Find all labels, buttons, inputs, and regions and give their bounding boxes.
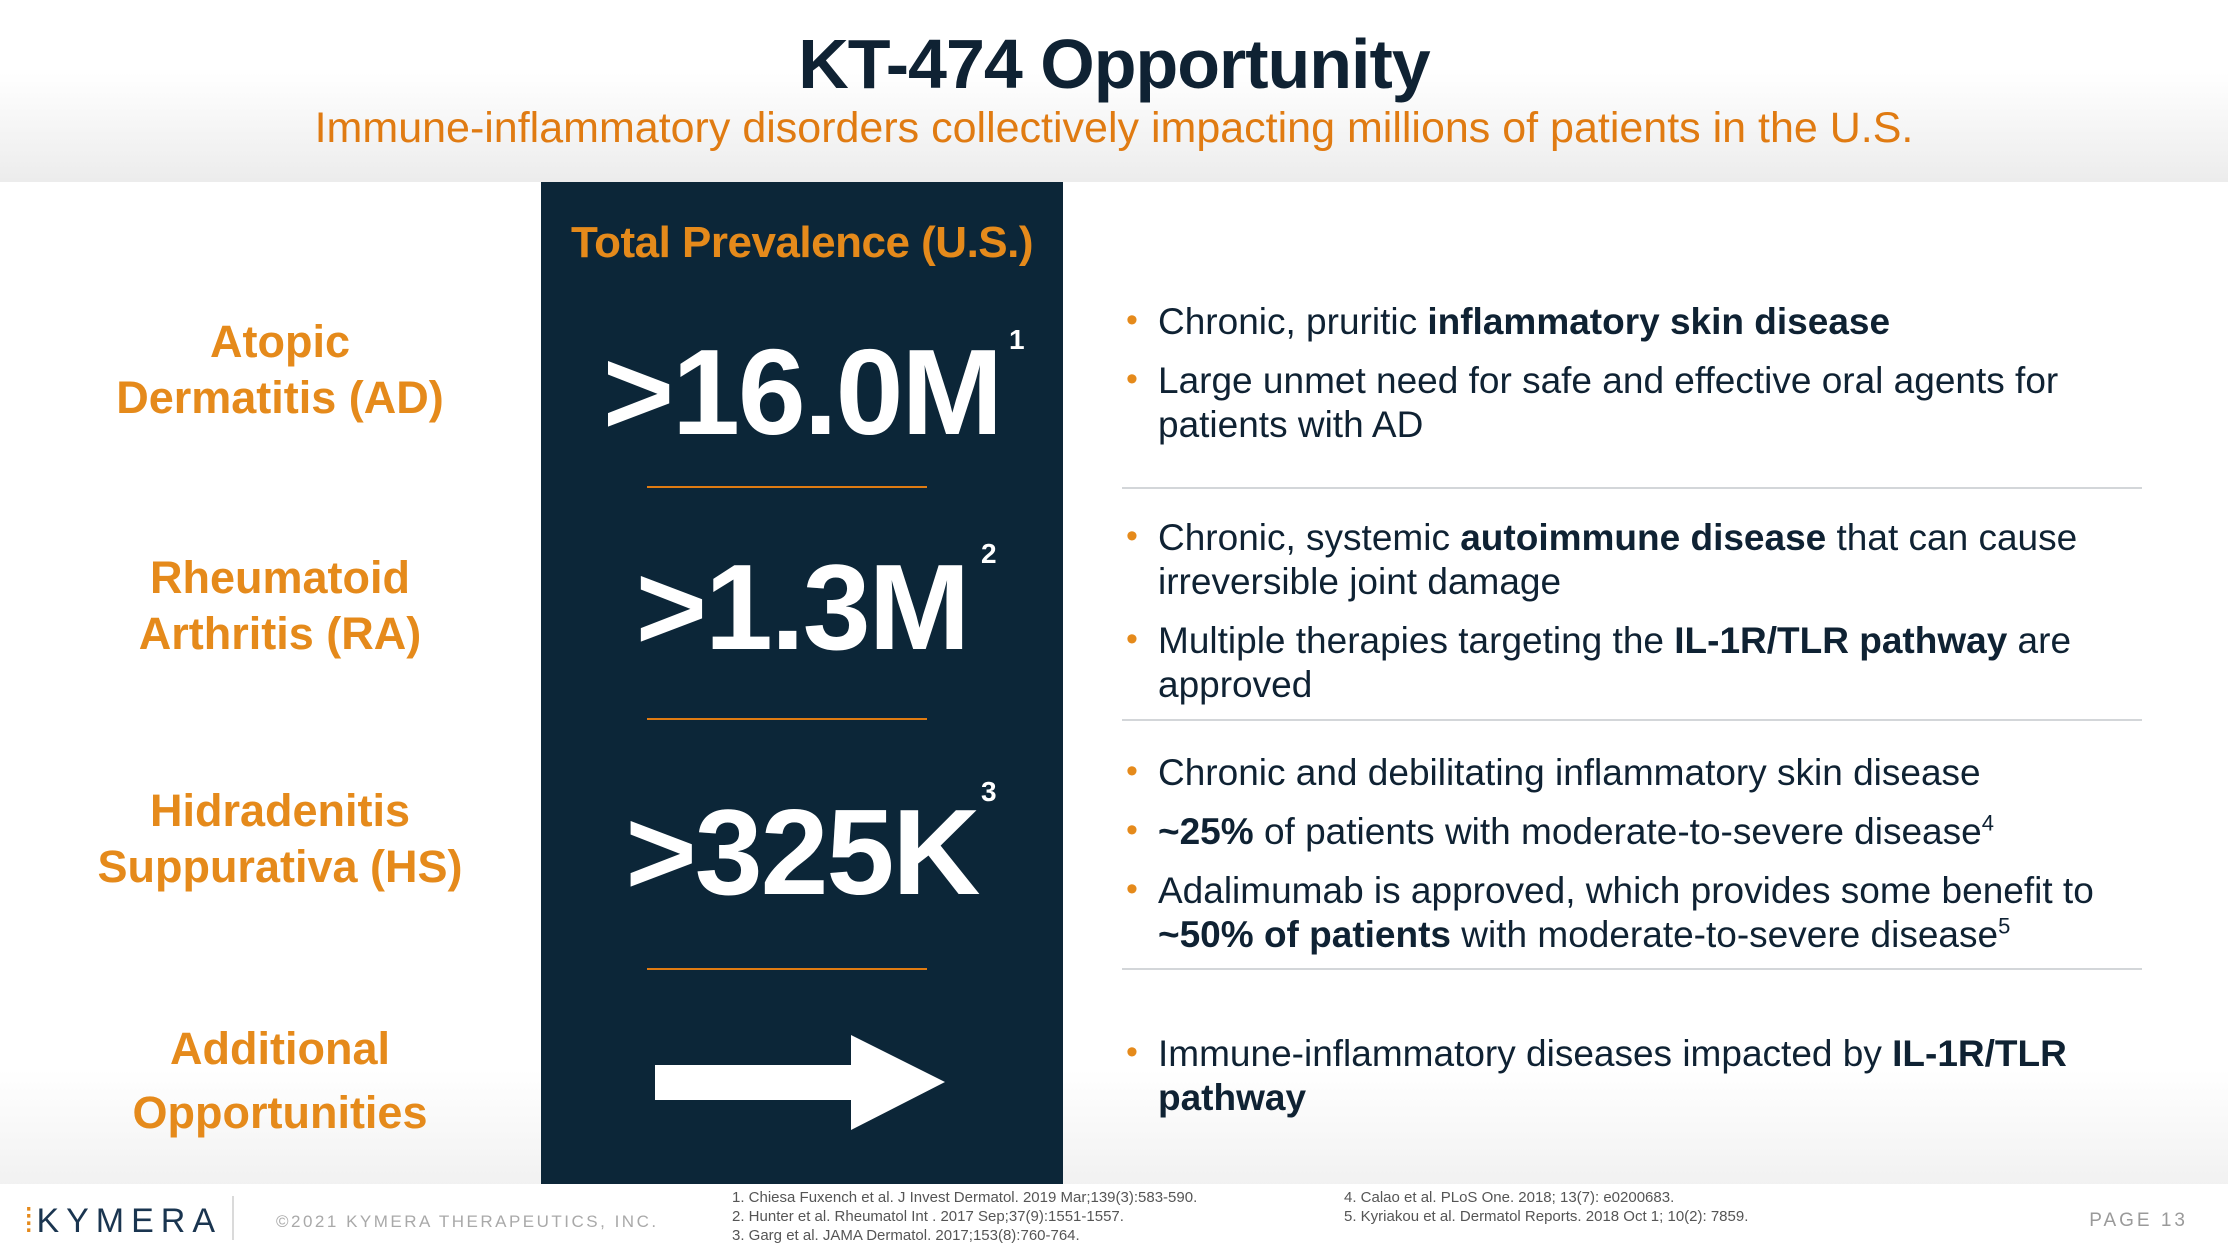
row-divider bbox=[1122, 968, 2142, 970]
references-right: 4. Calao et al. PLoS One. 2018; 13(7): e0200683. 5. Kyriakou et al. Dermatol Reports. 2018 Oct 1; 10(2): 7859. bbox=[1344, 1189, 1749, 1225]
right-arrow-icon bbox=[655, 1035, 945, 1130]
bullet-item: • Adalimumab is approved, which provides some benefit to ~50% of patients with moderate-to-severe disease$^5$ bbox=[1124, 869, 2154, 957]
footer-divider bbox=[232, 1196, 234, 1240]
prevalence-value-ad: >16.0M bbox=[602, 324, 1002, 460]
bullet-item: • Immune-inflammatory diseases impacted by IL-1R/TLR pathway bbox=[1124, 1032, 2154, 1120]
bullet-item: • Chronic, pruritic inflammatory skin disease bbox=[1124, 300, 2154, 344]
prevalence-value-ra: >1.3M bbox=[635, 539, 969, 675]
prevalence-column bbox=[541, 182, 1063, 1184]
prevalence-ref-hs: 3 bbox=[981, 776, 997, 807]
separator-line bbox=[647, 486, 927, 488]
prevalence-ref-ad: 1 bbox=[1009, 324, 1025, 355]
references-left: 1. Chiesa Fuxench et al. J Invest Dermatol. 2019 Mar;139(3):583-590. 2. Hunter et al. Rheumatol Int . 2017 Sep;37(9):1551-1557. 3. Garg et al. JAMA Dermatol. 2017;153(8):760-764. bbox=[732, 1189, 1198, 1244]
bullets-ra bbox=[1124, 516, 2154, 722]
kymera-logo: ⁞KYMERA bbox=[24, 1202, 223, 1240]
row-label-ra: Rheumatoid Arthritis (RA) bbox=[138, 552, 422, 659]
row-divider bbox=[1122, 719, 2142, 721]
page-number: PAGE 13 bbox=[2089, 1210, 2188, 1231]
slide-header bbox=[0, 0, 2228, 182]
bullet-item: • Chronic and debilitating inflammatory skin disease bbox=[1124, 751, 2154, 795]
slide-footer bbox=[0, 1184, 2228, 1256]
separator-line bbox=[647, 718, 927, 720]
separator-line bbox=[647, 968, 927, 970]
row-label-ad: Atopic Dermatitis (AD) bbox=[116, 316, 444, 423]
bullets-ad bbox=[1124, 300, 2154, 462]
prevalence-heading: Total Prevalence (U.S.) bbox=[570, 218, 1034, 267]
row-label-hs: Hidradenitis Suppurativa (HS) bbox=[97, 785, 463, 892]
bullet-item: • ~25% of patients with moderate-to-severe disease$^4$ bbox=[1124, 810, 2154, 854]
bullets-additional bbox=[1124, 1032, 2154, 1135]
bullet-item: • Large unmet need for safe and effective oral agents for patients with AD bbox=[1124, 359, 2154, 447]
row-divider bbox=[1122, 487, 2142, 489]
row-label-additional: Additional Opportunities bbox=[132, 1023, 428, 1138]
bullets-hs bbox=[1124, 751, 2154, 972]
bullet-item: • Multiple therapies targeting the IL-1R/TLR pathway are approved bbox=[1124, 619, 2154, 707]
slide-title: KT-474 Opportunity bbox=[798, 25, 1430, 103]
prevalence-value-hs: >325K bbox=[625, 784, 979, 920]
bullet-item: • Chronic, systemic autoimmune disease that can cause irreversible joint damage bbox=[1124, 516, 2154, 604]
logo-mark-icon: ⁞ bbox=[24, 1202, 41, 1240]
copyright-text: ©2021 KYMERA THERAPEUTICS, INC. bbox=[276, 1212, 659, 1231]
slide-subtitle: Immune-inflammatory disorders collectively impacting millions of patients in the U.S. bbox=[314, 104, 1914, 152]
prevalence-ref-ra: 2 bbox=[981, 538, 997, 569]
